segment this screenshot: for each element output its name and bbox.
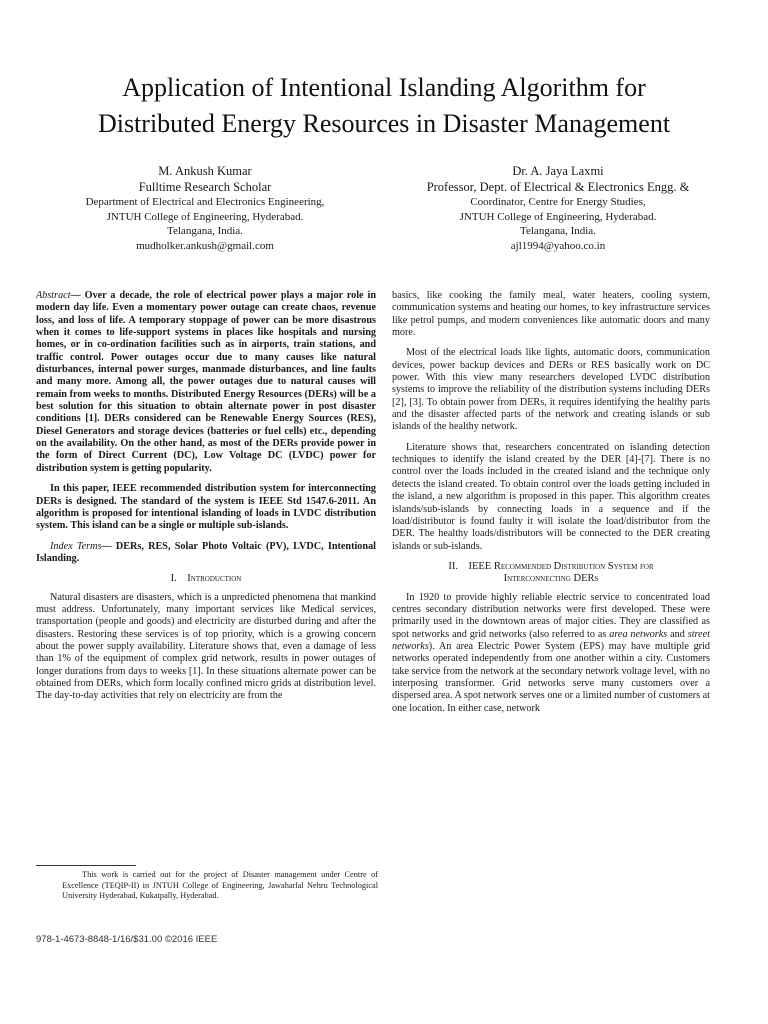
para-text: In 1920 to provide highly reliable electric service to concentrated load centres secondary distribution networks were first developed. These were primarily used in the downtown areas of major cities. They are classified as spot networks and grid networks (also referred to as bbox=[392, 591, 710, 640]
author-location: Telangana, India. bbox=[167, 225, 243, 238]
author-department: Department of Electrical and Electronics Engineering, bbox=[85, 196, 325, 208]
author-location: Telangana, India. bbox=[520, 225, 596, 238]
index-terms-text: DERs, RES, Solar Photo Voltaic (PV), LVDC, Intentional Islanding. bbox=[36, 540, 376, 564]
author-email: mudholker.ankush@gmail.com bbox=[136, 239, 274, 252]
body-paragraph-4 bbox=[392, 592, 710, 715]
introduction-paragraph-1: Natural disasters are disasters, which is a unpredicted phenomena that mankind must address. Unfortunately, many important services like Medical services, transportation (people and goods) and electricity are disturbed during and after the disasters. Restoring these services is of top priority, which is a growing concern about the power supply availability. Literature shows that, even a damage of less than 1% of the equipment of complex grid network, results in power outages of longer durations from days to weeks [1]. In these situations alternate power can be obtained from DERs, which form locally confined micro grids at distribution level. The day-to-day activities that rely on electricity are from the bbox=[36, 591, 376, 702]
section-number: II. bbox=[448, 560, 458, 572]
body-paragraph-2: Most of the electrical loads like lights, automatic doors, communication devices, power backup devices and DERs or RES basically work on DC power. With this view many researchers developed LVDC distribution systems to improve the reliability of the distribution systems including DERs [2], [3]. To obtain power from DERs, it requires identifying the healthy parts and the disaster affected parts of the network and creating islands or sub islands of the healthy network. bbox=[392, 347, 710, 433]
index-terms-dash: — bbox=[101, 540, 116, 552]
abstract-paragraph-2: In this paper, IEEE recommended distribution system for interconnecting DERs is designed. The standard of the system is IEEE Std 1547.6-2011. An algorithm is proposed for intentional islanding of loads in LVDC distribution system. This island can be a single or multiple sub-islands. bbox=[36, 483, 376, 532]
footnote-text: This work is carried out for the project of Disaster management under Centre of Excellence (TEQIP-II) in JNTUH College of Engineering, Jawaharlal Nehru Technological University Hyderabad, Kukatpally, Hyderabad. bbox=[62, 870, 378, 901]
section-heading-2 bbox=[392, 561, 710, 586]
abstract-label: Abstract bbox=[36, 290, 71, 301]
author-department: Coordinator, Centre for Energy Studies, bbox=[470, 196, 646, 208]
section-title-line-1: IEEE Recommended Distribution System for bbox=[468, 560, 654, 572]
author-block-1 bbox=[55, 163, 355, 253]
title-line-2: Distributed Energy Resources in Disaster Management bbox=[97, 109, 671, 138]
footnote bbox=[62, 870, 378, 902]
para-text: and bbox=[667, 628, 688, 640]
section-title-line-2: Interconnecting DERs bbox=[503, 573, 599, 585]
index-terms-label: Index Terms bbox=[50, 540, 102, 552]
body-paragraph-3: Literature shows that, researchers concentrated on islanding detection techniques to identify the island created by the DER [4]-[7]. There is no control over the loads included in the created island and the technique only detects the island created. To obtain control over the loads getting included in the island, a new algorithm is proposed in this paper. This algorithm creates islands/sub-islands by connecting loads in a sequence and if the load/distributor is found faulty it will isolate the load/distributor from the DER. The healthy loads/distributors will be connected to the DER creating islands or sub-islands. bbox=[392, 441, 710, 552]
abstract-dash: — bbox=[70, 290, 85, 301]
section-number: I. bbox=[170, 573, 177, 585]
body-paragraph-continued: basics, like cooking the family meal, water heaters, cooling system, communication systems and heating our homes, to key infrastructure services like petrol pumps, and modern conveniences like automatic doors and many more. bbox=[392, 290, 710, 339]
title-line-1: Application of Intentional Islanding Algorithm for bbox=[122, 73, 646, 102]
footnote-divider bbox=[36, 865, 136, 866]
section-title: Introduction bbox=[187, 573, 242, 585]
author-college: JNTUH College of Engineering, Hyderabad. bbox=[106, 210, 304, 223]
author-email: ajl1994@yahoo.co.in bbox=[510, 239, 606, 252]
para-emphasis: area networks bbox=[609, 628, 668, 640]
left-column bbox=[36, 290, 376, 711]
copyright-isbn: 978-1-4673-8848-1/16/$31.00 ©2016 IEEE bbox=[36, 934, 218, 945]
para-text: ). An area Electric Power System (EPS) may have multiple grid networks operated independently from one another within a city. Customers take service from the network at the secondary network voltage level, with no interposing transformer. Grid networks serve many customers over a dispersed area. A spot network serves one or a limited number of customers at one location. In either case, network bbox=[392, 640, 710, 714]
section-heading-introduction bbox=[36, 573, 376, 585]
index-terms bbox=[36, 541, 376, 566]
para-emphasis: street networks bbox=[392, 628, 710, 652]
author-name: M. Ankush Kumar bbox=[158, 164, 252, 178]
paper-title bbox=[20, 70, 748, 142]
author-block-2 bbox=[393, 163, 723, 253]
author-name: Dr. A. Jaya Laxmi bbox=[512, 164, 604, 178]
abstract bbox=[36, 290, 376, 475]
author-role: Fulltime Research Scholar bbox=[138, 180, 272, 194]
right-column bbox=[392, 290, 710, 723]
author-college: JNTUH College of Engineering, Hyderabad. bbox=[459, 210, 657, 223]
author-role: Professor, Dept. of Electrical & Electronics Engg. & bbox=[426, 180, 690, 194]
abstract-text: Over a decade, the role of electrical power plays a major role in modern day life. Even a momentary power outage can create chaos, revenue loss, and loss of life. A temporary stoppage of power can be more disastrous when it comes to life-support systems in places like hospitals and nursing homes, or in co-ordination facilities such as in airports, train stations, and traffic control. Power outages occur due to many causes like natural disturbances, internal power surges, manmade disturbances, and line faults and many more. Among all, the power outages due to natural causes will remain from weeks to months. Distributed Energy Resources (DERs) will be a best solution for this situation to obtain alternate power in post disaster conditions [1]. DERs considered can be Renewable Energy Sources (RES), Diesel Generators and storage devices (batteries or fuel cells) etc., depending on the availability. On the other hand, as most of the DERs provide power in the form of Direct Current (DC), Low Voltage DC (LVDC) power for distribution system is getting popularity. bbox=[36, 290, 376, 474]
